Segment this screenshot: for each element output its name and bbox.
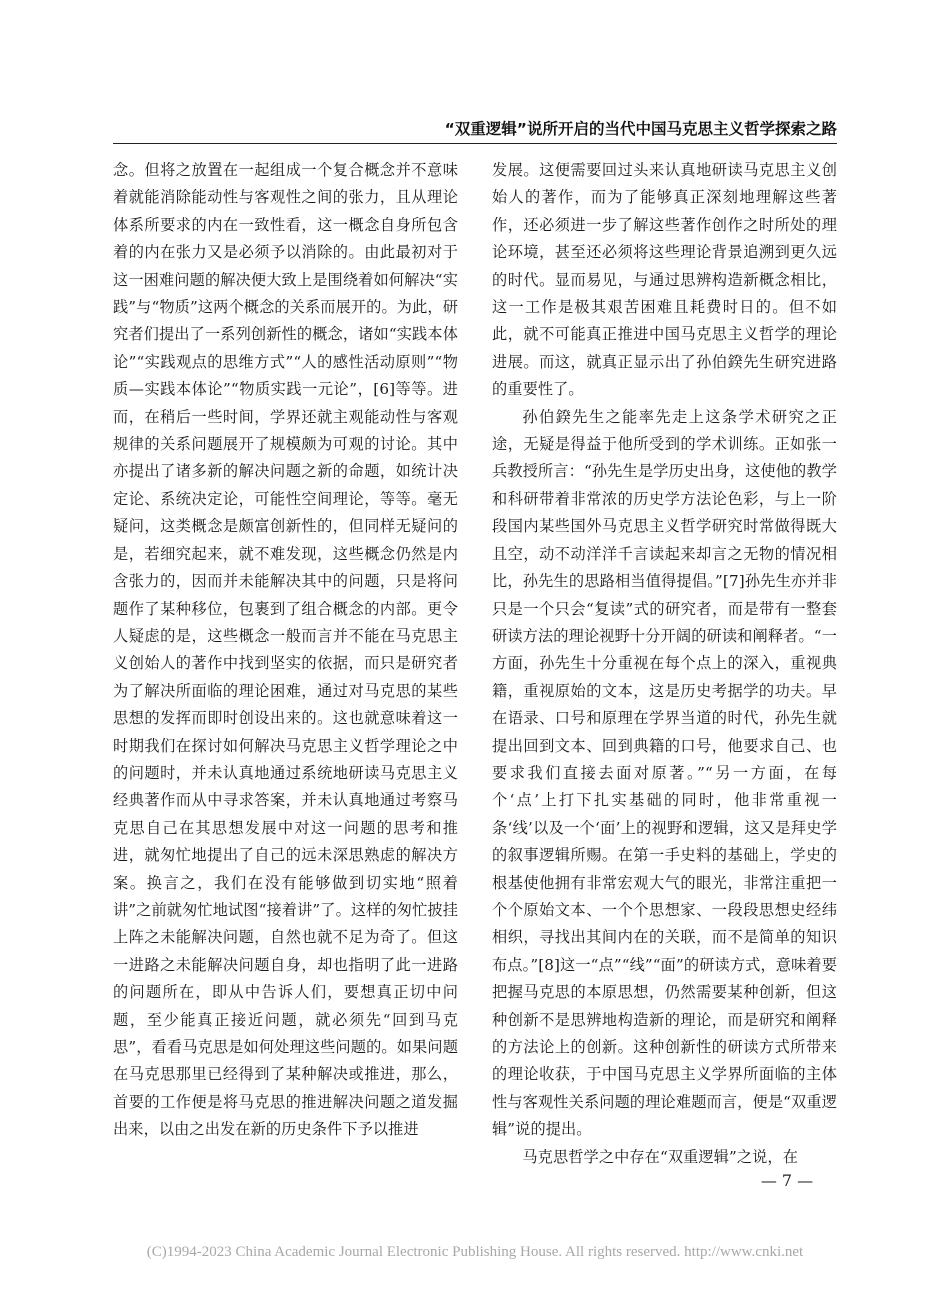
left-column bbox=[113, 157, 458, 1187]
header-rule bbox=[113, 143, 837, 144]
copyright-watermark: (C)1994-2023 China Academic Journal Electronic Publishing House. All rights reserved. http://www.cnki.net bbox=[146, 1244, 804, 1260]
running-head-title: “双重逻辑”说所开启的当代中国马克思主义哲学探索之路 bbox=[444, 120, 837, 138]
right-column bbox=[492, 157, 837, 1187]
right-paragraph-2: 孙伯鍨先生之能率先走上这条学术研究之正途，无疑是得益于他所受到的学术训练。正如张一兵教授所言：“孙先生是学历史出身，这使他的教学和科研带着非常浓的历史学方法论色彩，与上一阶段国内某些国外马克思主义哲学研究时常做得既大且空，动不动洋洋千言读起来却言之无物的情况相比，孙先生的思路相当值得提倡。”[7]孙先生亦并非只是一个只会“复读”式的研究者，而是带有一整套研读方法的理论视野十分开阔的研读和阐释者。“一方面，孙先生十分重视在每个点上的深入，重视典籍，重视原始的文本，这是历史考据学的功夫。早在语录、口号和原理在学界当道的时代，孙先生就提出回到文本、回到典籍的口号，他要求自己、也要求我们直接去面对原著。”“另一方面，在每个‘点’上打下扎实基础的同时，他非常重视一条‘线’以及一个‘面’上的视野和逻辑，这又是拜史学的叙事逻辑所赐。在第一手史料的基础上，学史的根基使他拥有非常宏观大气的眼光，非常注重把一个个原始文本、一个个思想家、一段段思想史经纬相织，寻找出其间内在的关联，而不是简单的知识布点。”[8]这一“点”“线”“面”的研读方式，意味着要把握马克思的本原思想，仍然需要某种创新，但这种创新不是思辨地构造新的理论，而是研究和阐释的方法论上的创新。这种创新性的研读方式所带来的理论收获，于中国马克思主义学界所面临的主体性与客观性关系问题的理论难题而言，便是“双重逻辑”说的提出。 bbox=[492, 407, 837, 1139]
page-number: — 7 — bbox=[760, 1171, 814, 1190]
right-paragraph-1: 发展。这便需要回过头来认真地研读马克思主义创始人的著作，而为了能够真正深刻地理解这些著作，还必须进一步了解这些著作创作之时所处的理论环境，甚至还必须将这些理论背景追溯到更久远的时代。显而易见，与通过思辨构造新概念相比，这一工作是极其艰苦困难且耗费时日的。但不如此，就不可能真正推进中国马克思主义哲学的理论进展。而这，就真正显示出了孙伯鍨先生研究进路的重要性了。 bbox=[492, 161, 837, 399]
right-paragraph-3: 马克思哲学之中存在“双重逻辑”之说，在 bbox=[522, 1147, 799, 1166]
left-paragraph-1: 念。但将之放置在一起组成一个复合概念并不意味着就能消除能动性与客观性之间的张力，且从理论体系所要求的内在一致性看，这一概念自身所包含着的内在张力又是必须予以消除的。由此最初对于这一困难问题的解决便大致上是围绕着如何解决“实践”与“物质”这两个概念的关系而展开的。为此，研究者们提出了一系列创新性的概念，诸如“实践本体论”“实践观点的思维方式”“人的感性活动原则”“物质—实践本体论”“物质实践一元论”，[6]等等。进而，在稍后一些时间，学界还就主观能动性与客观规律的关系问题展开了规模颇为可观的讨论。其中亦提出了诸多新的解决问题之新的命题，如统计决定论、系统决定论，可能性空间理论，等等。毫无疑问，这类概念是颇富创新性的，但同样无疑问的是，若细究起来，就不难发现，这些概念仍然是内含张力的，因而并未能解决其中的问题，只是将问题作了某种移位，包裹到了组合概念的内部。更令人疑虑的是，这些概念一般而言并不能在马克思主义创始人的著作中找到坚实的依据，而只是研究者为了解决所面临的理论困难，通过对马克思的某些思想的发挥而即时创设出来的。这也就意味着这一时期我们在探讨如何解决马克思主义哲学理论之中的问题时，并未认真地通过系统地研读马克思主义经典著作而从中寻求答案，并未认真地通过考察马克思自己在其思想发展中对这一问题的思考和推进，就匆忙地提出了自己的远未深思熟虑的解决方案。换言之，我们在没有能够做到切实地“照着讲”之前就匆忙地试图“接着讲”了。这样的匆忙披挂上阵之未能解决问题，自然也就不足为奇了。但这一进路之未能解决问题自身，却也指明了此一进路的问题所在，即从中告诉人们，要想真正切中问题，至少能真正接近问题，就必须先“回到马克思”，看看马克思是如何处理这些问题的。如果问题在马克思那里已经得到了某种解决或推进，那么，首要的工作便是将马克思的推进解决问题之道发掘出来，以由之出发在新的历史条件下予以推进 bbox=[113, 161, 458, 1139]
